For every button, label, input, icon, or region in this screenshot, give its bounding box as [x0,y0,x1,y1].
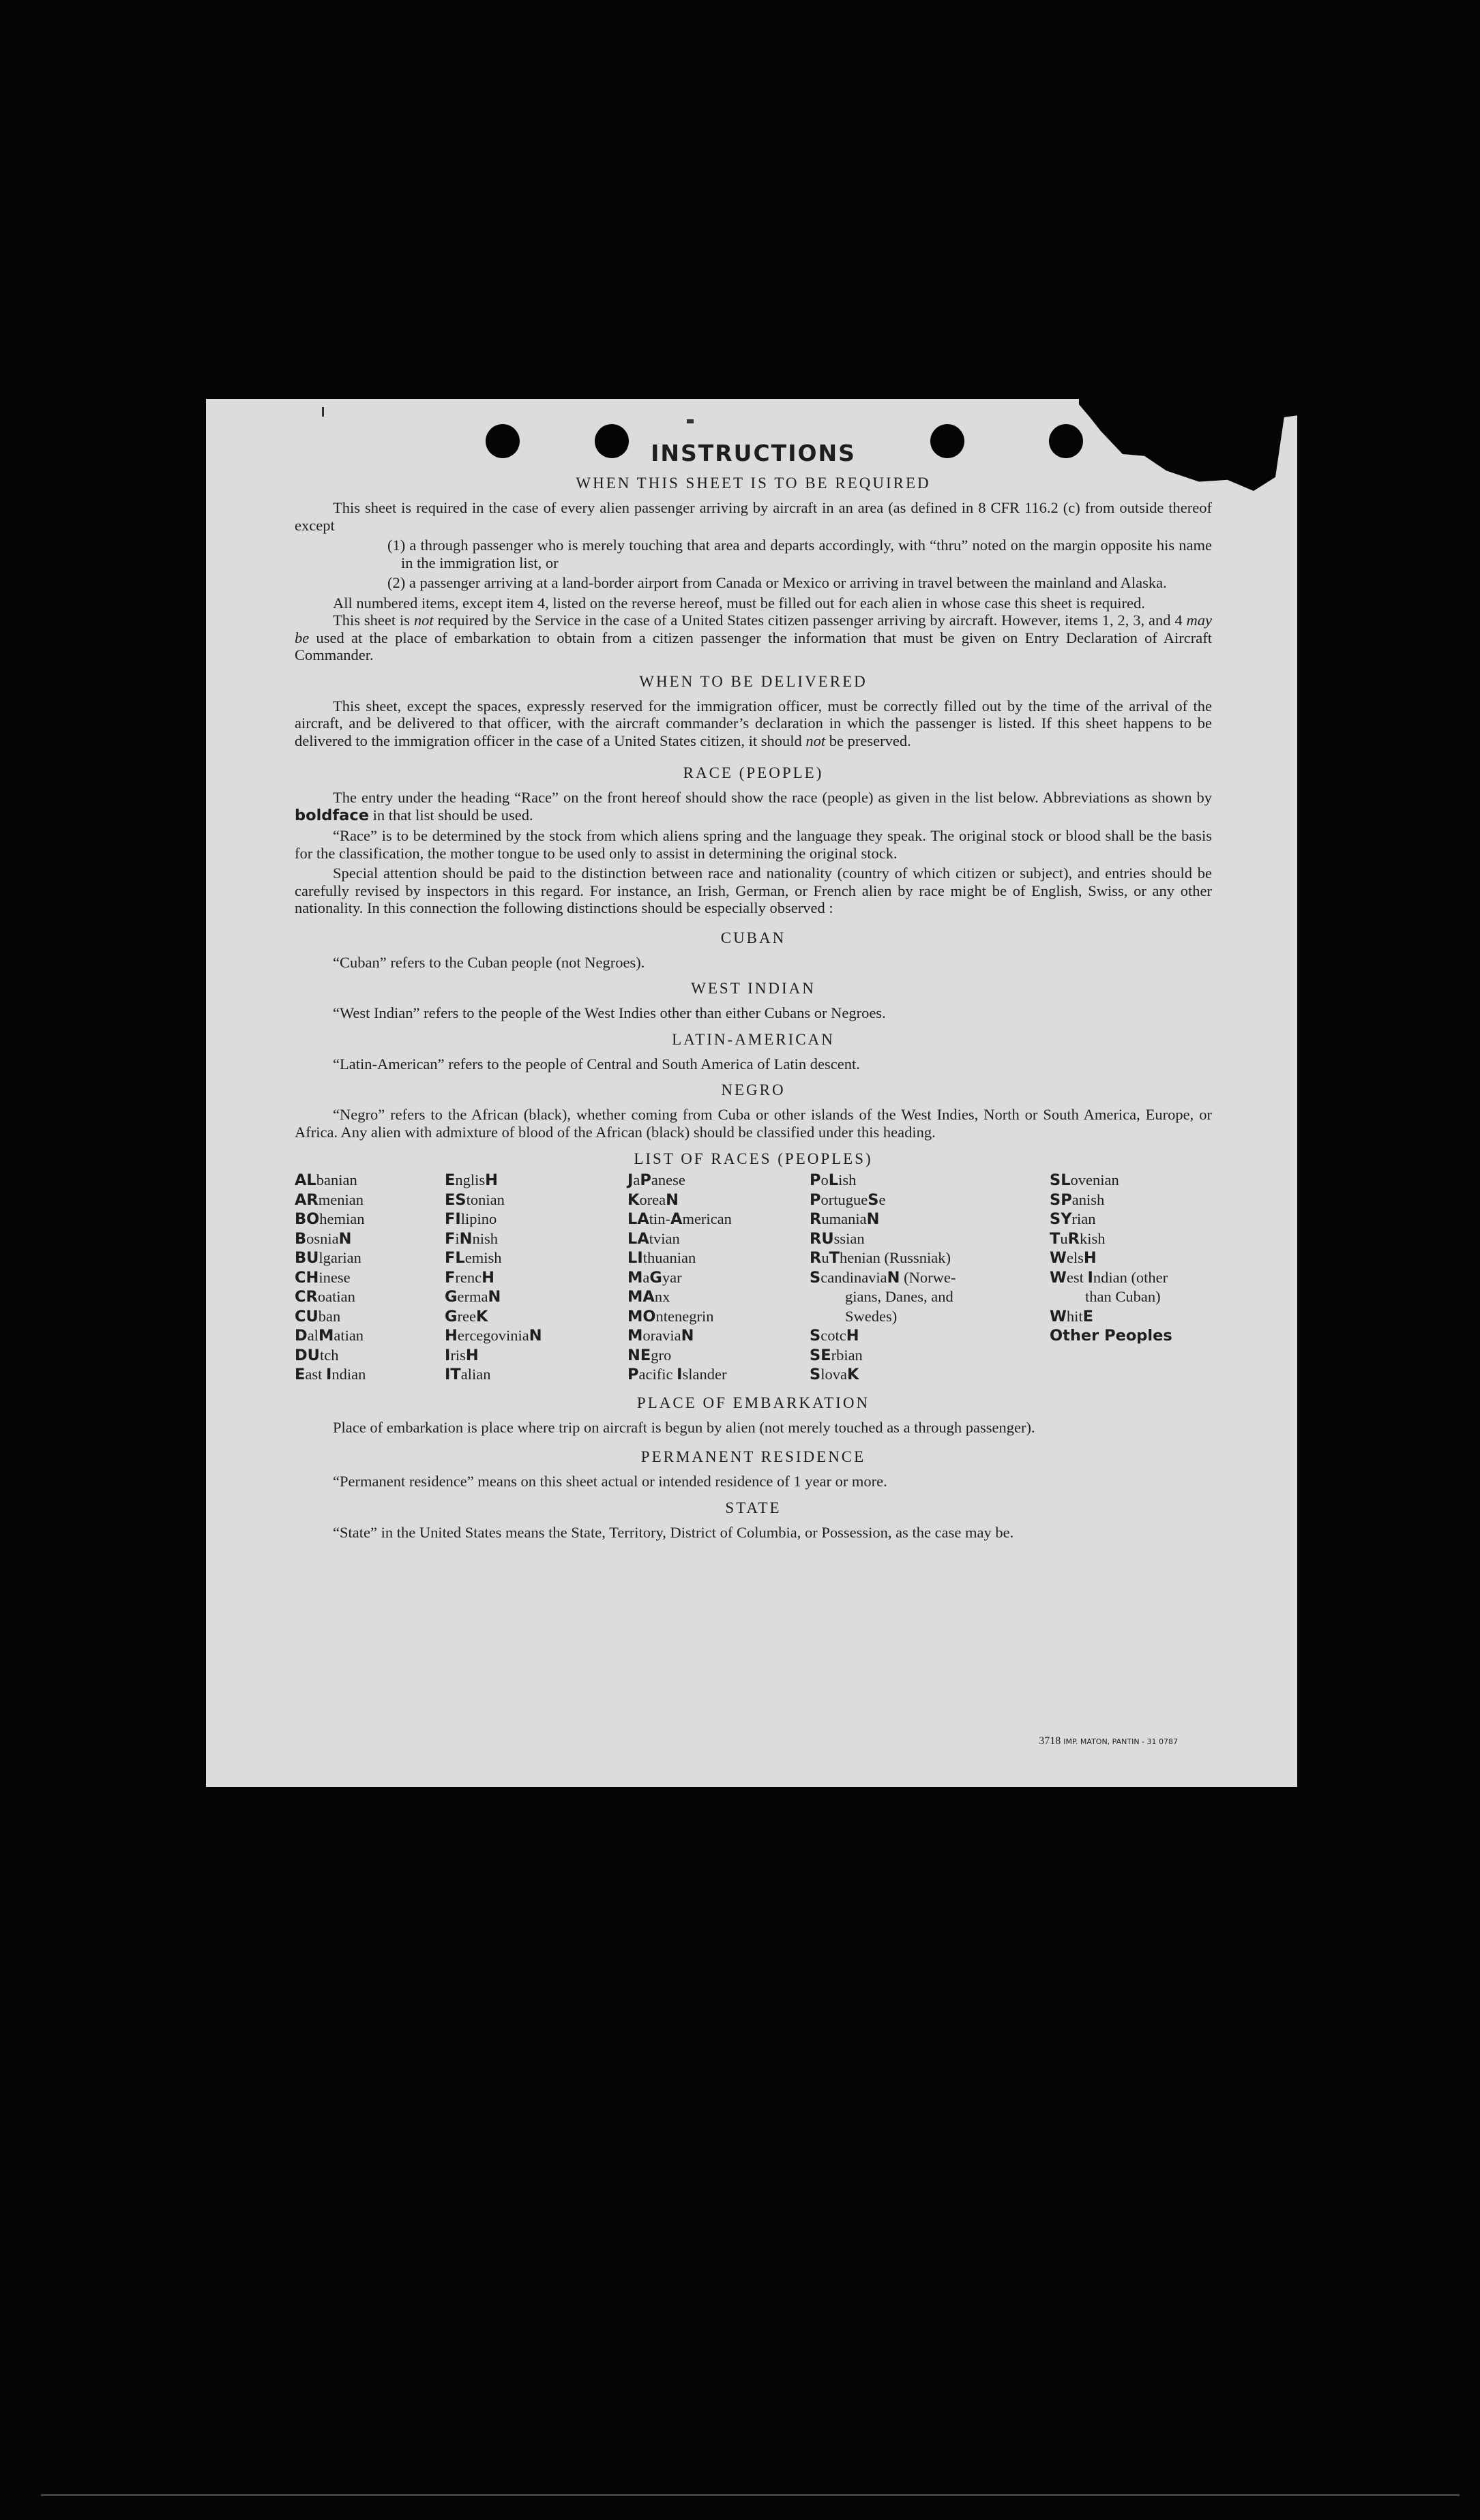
race-entry: LAtin-American [627,1210,732,1228]
heading-west-indian: WEST INDIAN [691,980,816,997]
race-entry: TuRkish [1050,1229,1106,1248]
race-entry: CRoatian [295,1288,355,1306]
definition-latin-american: “Latin-American” refers to the people of Central and South America of Latin descent. [333,1055,860,1072]
race-entry: ARmenian [295,1190,364,1209]
race-entry: SYrian [1050,1210,1096,1228]
race-entry: RuThenian (Russniak) [810,1249,951,1267]
race-entry: PoLish [810,1171,857,1189]
race-entry: EnglisH [445,1171,498,1189]
race-entry: RUssian [810,1229,865,1248]
race-entry: West Indian (other [1050,1268,1168,1287]
race-entry: EStonian [445,1190,505,1209]
races-column-5 [1050,1171,1212,1385]
definition-west-indian: “West Indian” refers to the people of the West Indies other than either Cubans or Negroes. [333,1004,886,1021]
race-entry: SlovaK [810,1366,859,1383]
race-entry: WelsH [1050,1249,1097,1267]
race-entry: ITalian [445,1366,491,1383]
race-entry: GreeK [445,1307,488,1325]
race-entry: PortugueSe [810,1190,886,1209]
heading-latin-american: LATIN-AMERICAN [672,1030,835,1048]
page-title: INSTRUCTIONS [651,440,856,466]
paragraph-race-entry: The entry under the heading “Race” on the front hereof should show the race (people) as given in the list below. Abbreviations as shown by boldface in that list should be used. [295,789,1212,824]
heading-when-required: WHEN THIS SHEET IS TO BE REQUIRED [576,475,931,492]
race-entry: RumaniaN [810,1210,880,1228]
race-entry: BOhemian [295,1210,365,1228]
paragraph-race-nationality: Special attention should be paid to the distinction between race and nationality (country of which citizen or subject), and entries should be carefully revised by inspectors in this regard. For instance, an Irish, German, or French alien by race might be of English, Swiss, or any other nationality. In this connection the following distinctions should be especially observed : [295,865,1212,916]
paragraph-required: This sheet is required in the case of every alien passenger arriving by aircraft in an area (as defined in 8 CFR 116.2 (c) from outside thereof except [295,499,1212,534]
definition-embarkation: Place of embarkation is place where trip on aircraft is begun by alien (not merely touched as a through passenger). [333,1418,1035,1436]
paragraph-race-definition: “Race” is to be determined by the stock from which aliens spring and the language they speak. The original stock or blood shall be the basis for the classification, the mother tongue to be used only to assist in determining the original stock. [295,827,1212,862]
race-entry: Pacific Islander [627,1366,727,1383]
form-footer [1039,1735,1178,1747]
heading-cuban: CUBAN [720,929,786,946]
race-entry: SErbian [810,1346,863,1364]
race-entry: gians, Danes, and [845,1288,953,1305]
definition-state: “State” in the United States means the State, Territory, District of Columbia, or Possession, as the case may be. [333,1523,1014,1541]
race-entry: CUban [295,1307,341,1325]
heading-race: RACE (PEOPLE) [683,764,824,781]
race-entry: HercegoviniaN [445,1327,542,1345]
exception-item-1: (1) a through passenger who is merely touching that area and departs accordingly, with “thru” noted on the margin opposite his name in the immigration list, or [387,537,1212,571]
races-column-3 [627,1171,810,1385]
race-entry: Swedes) [845,1307,898,1325]
definition-cuban: “Cuban” refers to the Cuban people (not Negroes). [333,953,645,971]
race-entry: LAtvian [627,1229,680,1248]
heading-list-of-races: LIST OF RACES (PEOPLES) [634,1150,873,1167]
races-list [295,1171,1212,1385]
races-column-1 [295,1171,445,1385]
paragraph-numbered-items: All numbered items, except item 4, listed on the reverse hereof, must be filled out for each alien in whose case this sheet is required. [333,594,1145,612]
race-entry: KoreaN [627,1190,679,1209]
definition-negro: “Negro” refers to the African (black), whether coming from Cuba or other islands of the West Indies, North or South America, Europe, or Africa. Any alien with admixture of blood of the African (black) should be classified under this heading. [295,1106,1212,1141]
exception-item-2: (2) a passenger arriving at a land-border airport from Canada or Mexico or arriving in travel between the mainland and Alaska. [387,574,1167,591]
race-entry: ALbanian [295,1171,357,1189]
heading-permanent-residence: PERMANENT RESIDENCE [640,1448,866,1465]
race-entry: FiNnish [445,1229,498,1248]
race-entry: IrisH [445,1346,479,1364]
paragraph-citizen: This sheet is not required by the Service in the case of a United States citizen passenger arriving by aircraft. However, items 1, 2, 3, and 4 may be used at the place of embarkation to obtain from a citizen passenger the information that must be given on Entry Declaration of Aircraft Commander. [295,612,1212,663]
race-entry: East Indian [295,1366,366,1383]
race-entry: MOntenegrin [627,1307,714,1325]
paragraph-delivered: This sheet, except the spaces, expressly reserved for the immigration officer, must be correctly filled out by the time of the arrival of the aircraft, and be delivered to that officer, with the aircraft commander’s declaration in which the passenger is listed. If this sheet happens to be delivered to the immigration officer in the case of a United States citizen, it should not be preserved. [295,697,1212,749]
scan-edge-line [41,2494,1460,2496]
race-entry: FrencH [445,1268,494,1287]
heading-embarkation: PLACE OF EMBARKATION [636,1394,870,1411]
race-entry: Other Peoples [1050,1327,1172,1345]
race-entry: SPanish [1050,1190,1105,1209]
speck-mark [687,419,694,423]
instructions-content [295,440,1212,1541]
race-entry: FIlipino [445,1210,497,1228]
form-number: 3718 [1039,1735,1061,1747]
race-entry: than Cuban) [1085,1288,1161,1305]
race-entry: BosniaN [295,1229,352,1248]
race-entry: MAnx [627,1288,670,1306]
race-entry: ScotcH [810,1327,859,1345]
race-entry: NEgro [627,1346,672,1364]
race-entry: SLovenian [1050,1171,1119,1189]
race-entry: LIthuanian [627,1249,696,1267]
printer-imprint: IMP. MATON, PANTIN - 31 0787 [1063,1737,1178,1746]
races-column-4 [810,1171,1050,1385]
race-entry: DalMatian [295,1327,364,1345]
speck-mark [322,407,324,417]
race-entry: FLemish [445,1249,502,1267]
races-column-2 [445,1171,627,1385]
race-entry: MoraviaN [627,1327,694,1345]
race-entry: WhitE [1050,1307,1093,1325]
heading-when-delivered: WHEN TO BE DELIVERED [639,672,868,690]
definition-permanent-residence: “Permanent residence” means on this sheet actual or intended residence of 1 year or more. [333,1473,887,1490]
race-entry: JaPanese [627,1171,685,1189]
race-entry: DUtch [295,1346,339,1364]
race-entry: ScandinaviaN (Norwe- [810,1268,956,1287]
race-entry: BUlgarian [295,1249,361,1267]
heading-state: STATE [725,1499,782,1516]
race-entry: GermaN [445,1288,501,1306]
race-entry: CHinese [295,1268,351,1287]
race-entry: MaGyar [627,1268,682,1287]
document-page [206,399,1297,1787]
heading-negro: NEGRO [721,1081,786,1098]
